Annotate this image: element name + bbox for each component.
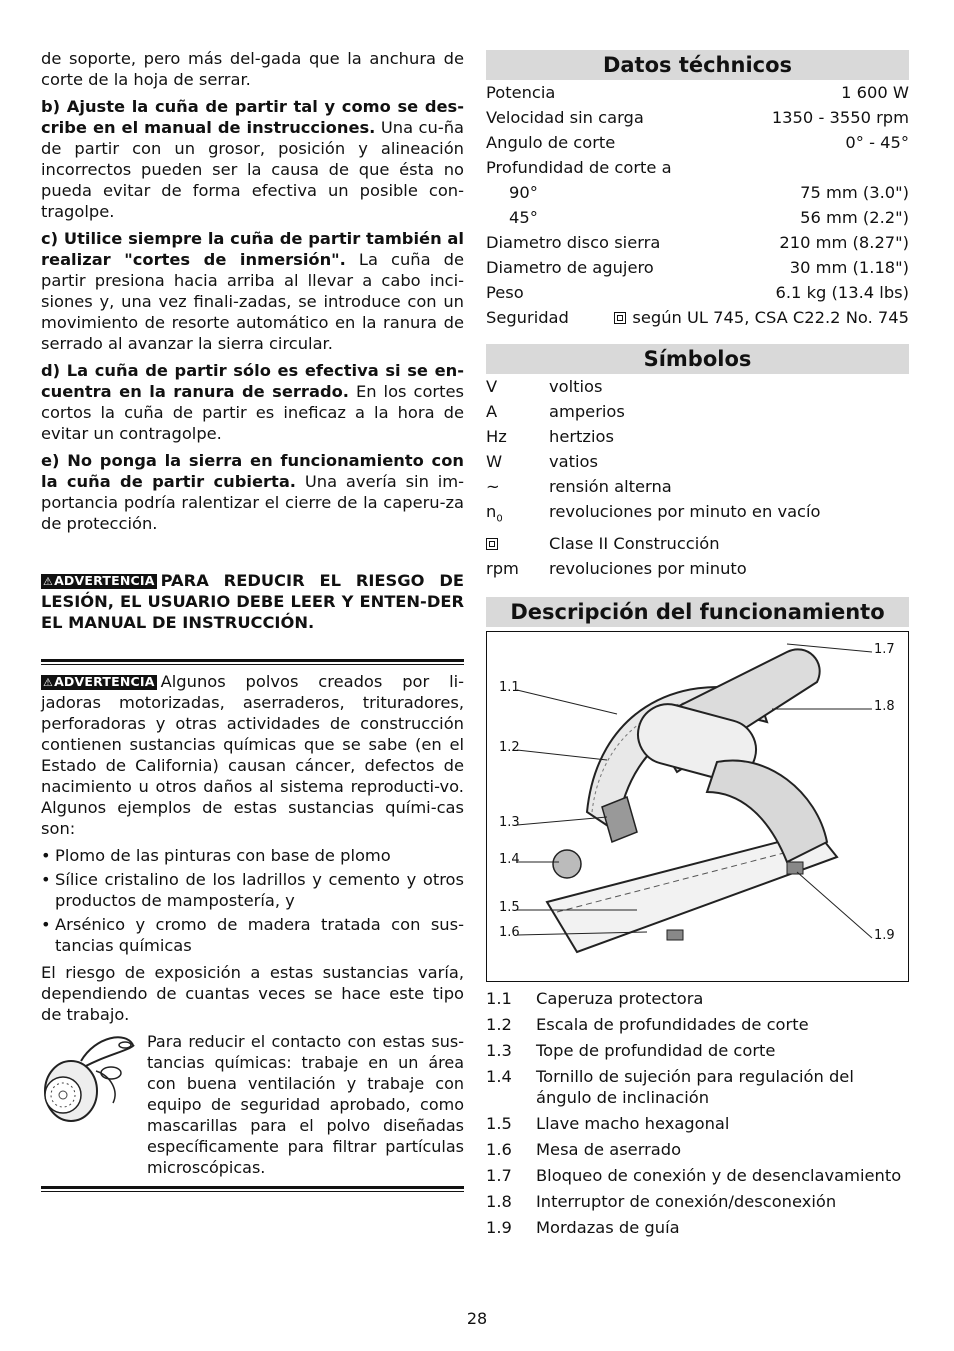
symbol-description: revoluciones por minuto en vacío [549, 502, 821, 521]
symbols-heading: Símbolos [486, 344, 909, 374]
list-item [486, 1139, 909, 1160]
symbol-key: A [486, 402, 498, 421]
callout-label: 1.2 [499, 740, 520, 756]
part-label: Mordazas de guía [536, 1218, 680, 1238]
spec-value: 30 mm (1.18") [789, 258, 909, 277]
right-column [486, 50, 909, 1243]
warning-chemicals-text: Algunos polvos creados por li-jadoras motorizadas, aserraderos, trituradores, perforadoras y otras actividades de construcción contienen sustancias químicas que se sabe (en el Estado de California) causan cáncer, defectos de nacimiento u otros daños al sistema reproducti-vo. Algunos ejemplos de estas sustancias quími-cas son: [41, 672, 464, 838]
spec-label: Diametro disco sierra [486, 233, 661, 252]
spec-label: Profundidad de corte a [486, 158, 672, 177]
paragraph-b [41, 96, 464, 222]
symbol-row [486, 474, 909, 499]
list-item [486, 1191, 909, 1212]
callout-label: 1.8 [874, 699, 895, 715]
callout-label: 1.5 [499, 900, 520, 916]
symbol-row [486, 424, 909, 449]
spec-label: Diametro de agujero [486, 258, 654, 277]
spec-label: 45° [509, 208, 538, 227]
symbol-row [486, 499, 909, 531]
callout-label: 1.7 [874, 642, 895, 658]
part-number: 1.5 [486, 1114, 512, 1134]
symbol-key: rpm [486, 559, 519, 579]
list-item [486, 1014, 909, 1035]
divider [41, 1191, 464, 1192]
spec-row [486, 155, 909, 180]
safety-row [486, 305, 909, 330]
tech-data-table [486, 80, 909, 305]
paragraph-d-text: En los cortes cortos la cuña de partir es ineficaz a la hora de evitar un contragolpe. [41, 382, 464, 443]
symbol-key: W [486, 452, 503, 471]
part-label: Caperuza protectora [536, 989, 704, 1009]
tech-data-heading: Datos téchnicos [486, 50, 909, 80]
list-item [486, 1066, 909, 1108]
parts-list [486, 988, 909, 1238]
paragraph-e [41, 450, 464, 534]
callout-label: 1.1 [499, 680, 520, 696]
paragraph-c-heading: c) Utilice siempre la cuña de partir también al realizar "cortes de inmersión". [41, 229, 464, 269]
circular-saw-drawing [487, 632, 907, 978]
description-heading: Descripción del funcionamiento [486, 597, 909, 627]
callout-label: 1.6 [499, 925, 520, 941]
spec-row [486, 80, 909, 105]
symbol-key [486, 531, 549, 556]
spec-row [486, 230, 909, 255]
symbol-key: ~ [486, 477, 500, 496]
part-label: Bloqueo de conexión y de desenclavamiento [536, 1166, 902, 1186]
double-insulation-icon [614, 312, 626, 324]
intro-paragraph: de soporte, pero más del-gada que la anchura de corte de la hoja de serrar. [41, 49, 464, 89]
list-item: • Arsénico y cromo de madera tratada con sus-tancias químicas [41, 914, 464, 956]
symbol-row [486, 374, 909, 399]
list-item [486, 1165, 909, 1186]
spec-row [486, 255, 909, 280]
part-number: 1.3 [486, 1041, 512, 1061]
list-item [486, 1113, 909, 1134]
part-label: Mesa de aserrado [536, 1140, 682, 1160]
part-label: Tope de profundidad de corte [536, 1041, 776, 1061]
spec-row [486, 130, 909, 155]
spec-row [486, 180, 909, 205]
warning-read-manual-text: PARA REDUCIR EL RIESGO DE LESIÓN, EL USUARIO DEBE LEER Y ENTEN-DER EL MANUAL DE INSTRUCCIÓN. [41, 571, 464, 632]
callout-label: 1.9 [874, 928, 895, 944]
symbol-key: $n_0$ [486, 502, 503, 525]
spec-label: Velocidad sin carga [486, 108, 644, 127]
list-item: • Sílice cristalino de los ladrillos y cemento y otros productos de mampostería, y [41, 869, 464, 911]
double-insulation-icon [486, 538, 498, 550]
spec-value: 1 600 W [841, 83, 909, 102]
safety-value: según UL 745, CSA C22.2 No. 745 [632, 308, 909, 327]
part-label: Escala de profundidades de corte [536, 1015, 809, 1035]
symbol-description: vatios [549, 452, 598, 471]
paragraph-e-text: Una avería sin im-portancia podría ralentizar el cierre de la caperu-za de protección. [41, 472, 464, 533]
spec-value: 56 mm (2.2") [800, 208, 909, 227]
symbol-key: Hz [486, 427, 507, 446]
paragraph-c [41, 228, 464, 354]
mask-advice [41, 1031, 464, 1178]
spec-label: Angulo de corte [486, 133, 616, 152]
list-item [486, 1040, 909, 1061]
symbol-description: voltios [549, 377, 603, 396]
circular-saw-illustration [486, 631, 909, 982]
spec-label: 90° [509, 183, 538, 202]
symbol-row [486, 531, 909, 556]
safety-label: Seguridad [486, 308, 569, 327]
spec-row [486, 280, 909, 305]
callout-label: 1.3 [499, 815, 520, 831]
part-label: Interruptor de conexión/desconexión [536, 1192, 837, 1212]
part-number: 1.7 [486, 1166, 512, 1186]
paragraph-d [41, 360, 464, 444]
paragraph-c-text: La cuña de partir presiona hacia arriba al llevar a cabo inci-siones y, una vez finali-zadas, se introduce con un movimiento de resorte automático en la ranura de serrado al avanzar la sierra circular. [41, 250, 464, 353]
symbol-row [486, 449, 909, 474]
spec-row [486, 205, 909, 230]
part-number: 1.9 [486, 1218, 512, 1238]
list-item [486, 988, 909, 1009]
paragraph-b-text: Una cu-ña de partir con un grosor, posición y alineación incorrectos pueden ser la causa de que ésta no pueda evitar de forma efectiva un posible con-tragolpe. [41, 118, 464, 221]
paragraph-b-heading: b) Ajuste la cuña de partir tal y como se des-cribe en el manual de instrucciones. [41, 97, 464, 137]
part-label: Tornillo de sujeción para regulación del ángulo de inclinación [536, 1067, 854, 1108]
paragraph-d-heading: d) La cuña de partir sólo es efectiva si se en-cuentra en la ranura de serrado. [41, 361, 464, 401]
symbol-description: revoluciones por minuto [549, 559, 747, 579]
symbol-row [486, 556, 909, 581]
page-number: 28 [466, 1309, 488, 1328]
list-item: • Plomo de las pinturas con base de plomo [41, 845, 464, 866]
part-number: 1.1 [486, 989, 512, 1009]
part-number: 1.8 [486, 1192, 512, 1212]
chemicals-list [41, 845, 464, 956]
spec-label: Peso [486, 283, 524, 302]
symbol-row [486, 399, 909, 424]
spec-value [729, 155, 909, 180]
spec-value: 6.1 kg (13.4 lbs) [775, 283, 909, 302]
spec-row [486, 105, 909, 130]
part-label: Llave macho hexagonal [536, 1114, 730, 1134]
spec-value: 210 mm (8.27") [779, 233, 909, 252]
spec-value: 75 mm (3.0") [800, 183, 909, 202]
part-number: 1.2 [486, 1015, 512, 1035]
part-number: 1.6 [486, 1140, 512, 1160]
list-item [486, 1217, 909, 1238]
paragraph-e-heading: e) No ponga la sierra en funcionamiento con la cuña de partir cubierta. [41, 451, 464, 491]
warning-triangle-icon: ⚠ [43, 575, 54, 588]
symbol-description: amperios [549, 402, 625, 421]
symbol-description: rensión alterna [549, 477, 672, 496]
mask-advice-text: Para reducir el contacto con estas sus-tancias químicas: trabaje en un área con buena ventilación y trabaje con equipo de seguridad aprobado, como mascarillas para el polvo diseñadas específicamente para filtrar partículas microscópicas. [147, 1032, 464, 1177]
warning-badge: ⚠ADVERTENCIA [43, 674, 155, 689]
risk-paragraph: El riesgo de exposición a estas sustancias varía, dependiendo de cuantas veces se hace este tipo de trabajo. [41, 963, 464, 1024]
respirator-mask-icon [41, 1031, 147, 1131]
left-column [41, 48, 464, 1192]
warning-badge: ⚠ADVERTENCIA [43, 573, 155, 588]
symbol-key: V [486, 377, 498, 396]
part-number: 1.4 [486, 1067, 512, 1087]
spec-value: 1350 - 3550 rpm [771, 108, 909, 127]
symbol-description: Clase II Construcción [549, 534, 720, 554]
symbols-list [486, 374, 909, 581]
spec-value: 0° - 45° [845, 133, 909, 152]
warning-read-manual [41, 570, 464, 633]
spec-label: Potencia [486, 83, 556, 102]
symbol-description: hertzios [549, 427, 614, 446]
warning-triangle-icon: ⚠ [43, 676, 54, 689]
warning-chemicals [41, 671, 464, 839]
callout-label: 1.4 [499, 852, 520, 868]
